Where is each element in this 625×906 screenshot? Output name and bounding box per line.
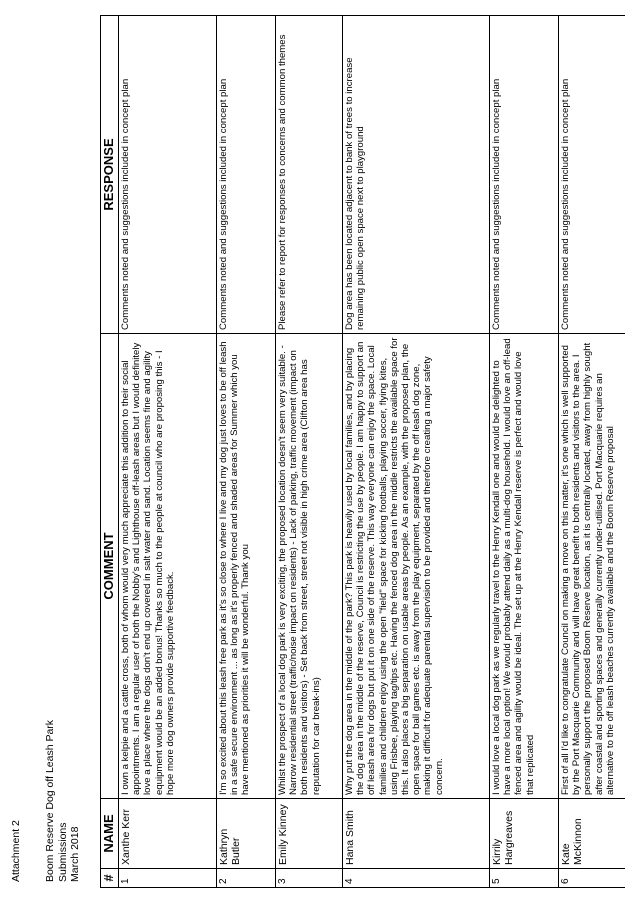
submitter-name: Hana Smith [343, 799, 490, 869]
row-number: 3 [276, 869, 343, 888]
column-header-comment: COMMENT [101, 334, 119, 799]
table-row [343, 16, 490, 888]
table-row [490, 16, 559, 888]
response-cell: Comments noted and suggestions included in concept plan [217, 16, 276, 334]
response-cell: Comments noted and suggestions included in concept plan [490, 16, 559, 334]
submissions-table [100, 15, 625, 888]
row-number: 4 [343, 869, 490, 888]
attachment-label: Attachment 2 [10, 820, 22, 882]
table-row [559, 16, 625, 888]
response-cell: Dog area has been located adjacent to bank of trees to increase remaining public open space next to playground [343, 16, 490, 334]
table-row [119, 16, 217, 888]
row-number: 1 [119, 869, 217, 888]
submitter-name: Xanthe Kerr [119, 799, 217, 869]
submitter-name: Kathryn Butler [217, 799, 276, 869]
submitter-name: Emily Kinney [276, 799, 343, 869]
column-header-number: # [101, 869, 119, 888]
row-number: 6 [559, 869, 625, 888]
document-title [44, 720, 82, 882]
comment-cell: Whilst the prospect of a local dog park is very exciting, the proposed location doesn't seem very suitable. - Narrow residential street (traffic/noise impact on residents) - Lack of parking, traffic movement (impact on both residents and visitors) - Set back from street, street not visible in high crime area (Clifton area has reputation for car break-ins) [276, 334, 343, 799]
comment-cell: I would love a local dog park as we regularly travel to the Henry Kendall one and would be delighted to have a more local option! We would probably attend daily as a multi-dog household. I would love an off-lead fenced area and agility would be ideal. The set up at the Henry Kendall reserve is perfect and would love that replicated [490, 334, 559, 799]
submitter-name: Kirrily Hargreaves [490, 799, 559, 869]
title-line: March 2018 [69, 826, 81, 882]
submitter-name: Kate McKinnon [559, 799, 625, 869]
response-cell: Comments noted and suggestions included in concept plan [119, 16, 217, 334]
response-cell: Comments noted and suggestions included in concept plan [559, 16, 625, 334]
title-line: Submissions [56, 822, 69, 882]
column-header-name: NAME [101, 799, 119, 869]
response-cell: Please refer to report for responses to concerns and common themes [276, 16, 343, 334]
table-header-row [101, 16, 119, 888]
comment-cell: I'm so excited about this leash free park as it's so close to where I live and my dog just loves to be off leash in a safe secure environment ... as long as it's properly fenced and shaded areas for Summer which you have mentioned as priorities it will be wonderful. Thank you [217, 334, 276, 799]
comment-cell: Why put the dog area in the middle of the park? This park is heavily used by local families, and by placing the dog area in the middle of the reserve, Council is restricting the use by people. I am happy to support an off leash area for dogs but put it on one side of the reserve. This way everyone can enjoy the space. Local families and children enjoy using the open "field" space for kicking footballs, playing soccer, flying kites, using Frisbee, playing tag/tips etc. Having the fenced dog area in the middle restricts the available space for this. It also places a big separation on usable areas by people. As an example, with the proposed plan, the open space for ball games etc. is away from the play equipment, separated by the off leash dog zone, making it difficult for adequate parental supervision to be provided and therefore creating a major safety concern. [343, 334, 490, 799]
row-number: 2 [217, 869, 276, 888]
row-number: 5 [490, 869, 559, 888]
column-header-response: RESPONSE [101, 16, 119, 334]
comment-cell: I own a kelpie and a cattle cross, both of whom would very much appreciate this addition to their social appointments. I am a regular user of both the Nobby's and Lighthouse off-leash areas but I would definitely love a place where the dogs don't end up covered in salt water and sand. Location seems fine and agility equipment would be an added bonus! Thanks so much to the people at council who are proposing this - I hope more dog owners provide supportive feedback. [119, 334, 217, 799]
table-row [217, 16, 276, 888]
comment-cell: First of all I'd like to congratulate Council on making a move on this matter, it's one which is well supported by the Port Macquarie Community and will have great benefit to both residents and visitors to the area. I personally support the proposed Boom Reserve location, as it is centrally located, away from highly sought after coastal and sporting spaces and generally currently under-utilised. Port Macquarie requires an alternative to the off leash beaches currently available and the Boom Reserve proposal [559, 334, 625, 799]
table-row [276, 16, 343, 888]
title-line: Boom Reserve Dog off Leash Park [44, 719, 56, 882]
